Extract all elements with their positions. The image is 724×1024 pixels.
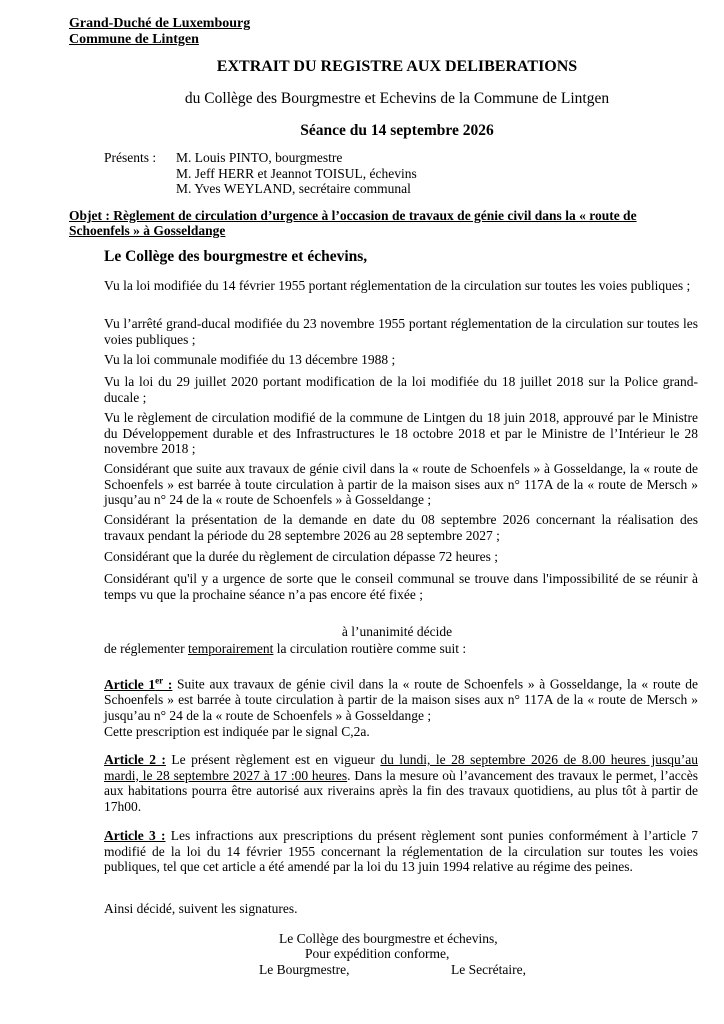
signature-bourgmestre: Le Bourgmestre, [259,962,350,977]
article-1-text: Suite aux travaux de génie civil dans la « route de Schoenfels » à Gosseldange, la « route de Schoenfels » est barrée à toute circulation à partir de la maison sises aux n° 117A de la « route de Mersch » jusqu’au n° 24 de la « route de Schoenfels » à Gosseldange ; [104,676,698,723]
signature-college: Le Collège des bourgmestre et échevins, [279,931,498,946]
decision-intro-text: la circulation routière comme suit : [273,641,467,656]
seance-date: Séance du 14 septembre 2026 [300,122,494,139]
presents-line: M. Jeff HERR et Jeannot TOISUL, échevins [176,165,417,181]
consideration-paragraph: Considérant que la durée du règlement de circulation dépasse 72 heures ; [104,549,498,564]
article-2 [104,752,698,814]
article-2-period: du lundi, le 28 septembre 2026 de 8.00 heures jusqu’au mardi, le 28 septembre 2027 à 17 :00 heures [104,752,698,783]
article-3 [104,828,698,875]
decision-intro [104,641,698,657]
article-1 [104,673,698,723]
decision-intro-emphasis: temporairement [187,641,274,656]
document-subtitle: du Collège des Bourgmestre et Echevins de la Commune de Lintgen [184,90,610,107]
unanimite-line: à l’unanimité décide [341,624,453,639]
article-1-label: Article 1er : [104,675,173,692]
college-heading: Le Collège des bourgmestre et échevins, [104,248,368,265]
consideration-paragraph: Considérant que suite aux travaux de génie civil dans la « route de Schoenfels » à Gosseldange, la « route de Schoenfels » est barrée à toute circulation à partir de la maison sises aux n° 117A de la « route de Mersch » jusqu’au n° 24 de la « route de Schoenfels » à Gosseldange ; [104,461,698,507]
closing-line: Ainsi décidé, suivent les signatures. [104,901,298,916]
presents-block [104,150,417,197]
header-country: Grand-Duché de Luxembourg [69,16,251,31]
consideration-paragraph: Considérant la présentation de la demande en date du 08 septembre 2026 concernant la réalisation des travaux pendant la période du 28 septembre 2026 au 28 septembre 2027 ; [104,512,698,543]
article-1-signal: Cette prescription est indiquée par le signal C,2a. [104,724,370,739]
consideration-paragraph: Vu la loi modifiée du 14 février 1955 portant réglementation de la circulation sur toutes les voies publiques ; [104,278,691,293]
decision-intro-text: de réglementer [104,641,188,656]
document-title: EXTRAIT DU REGISTRE AUX DELIBERATIONS [216,58,578,75]
presents-label: Présents : [104,150,157,165]
signature-secretaire: Le Secrétaire, [451,962,526,977]
article-2-text: Le présent règlement est en vigueur [165,752,381,767]
consideration-paragraph: Considérant qu'il y a urgence de sorte que le conseil communal se trouve dans l'impossibilité de se réunir à temps vu que la prochaine séance n’a pas encore été fixée ; [104,571,698,602]
article-3-text: Les infractions aux prescriptions du présent règlement sont punies conformément à l’article 7 modifié de la loi du 14 février 1955 concernant la réglementation de la circulation sur toutes les voies publiques, tel que cet article a été amendé par la loi du 13 juin 1994 relative au régime des peines. [104,828,699,874]
consideration-paragraph: Vu l’arrêté grand-ducal modifiée du 23 novembre 1955 portant réglementation de la circulation sur toutes les voies publiques ; [104,316,698,347]
signature-expedition: Pour expédition conforme, [305,946,450,961]
article-2-label: Article 2 : [104,752,166,767]
consideration-paragraph: Vu le règlement de circulation modifié de la commune de Lintgen du 18 juin 2018, approuvé par le Ministre du Développement durable et des Infrastructures le 18 octobre 2018 et par le Ministre de l’Intérieur le 28 novembre 2018 ; [104,410,698,456]
objet-heading: Objet : Règlement de circulation d’urgence à l’occasion de travaux de génie civil dans la « route de Schoenfels » à Gosseldange [69,208,637,238]
consideration-paragraph: Vu la loi du 29 juillet 2020 portant modification de la loi modifiée du 18 juillet 2018 sur la Police grand-ducale ; [104,374,698,405]
presents-line: M. Yves WEYLAND, secrétaire communal [176,181,411,196]
article-2-text: . Dans la mesure où l’avancement des travaux le permet, l’accès aux habitations pourra être autorisé aux riverains après la fin des travaux quotidiens, au plus tôt à partir de 17h00. [104,767,698,814]
presents-line: M. Louis PINTO, bourgmestre [176,150,343,165]
consideration-paragraph: Vu la loi communale modifiée du 13 décembre 1988 ; [104,352,396,367]
article-3-label: Article 3 : [104,828,166,843]
header-commune: Commune de Lintgen [69,32,199,47]
